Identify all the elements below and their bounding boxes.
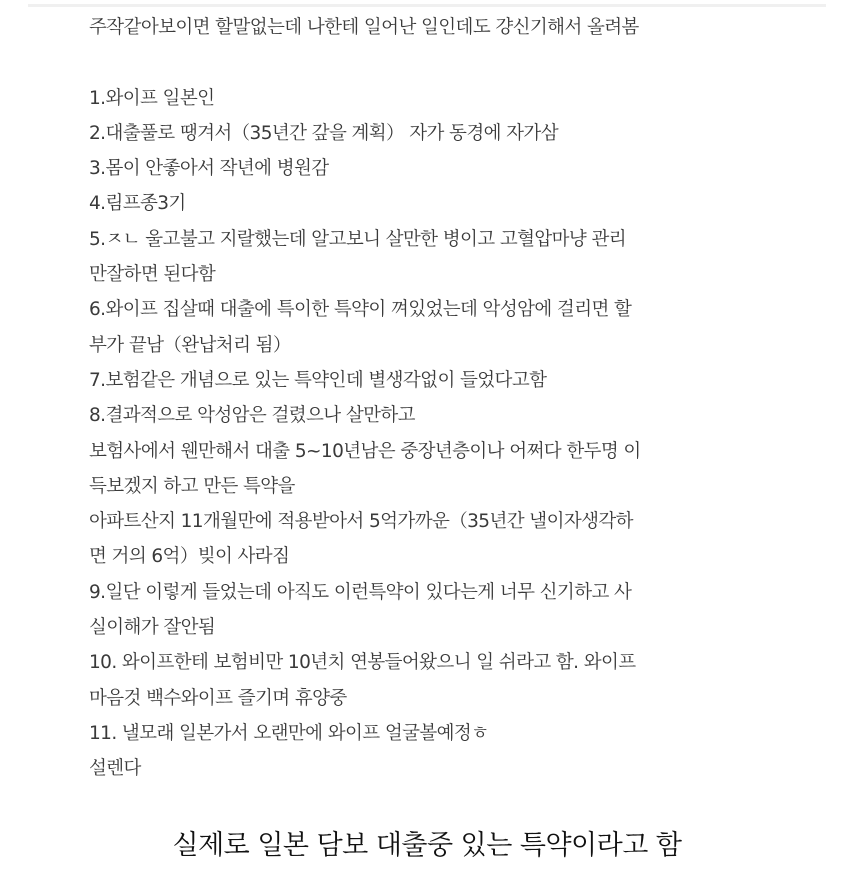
post-body bbox=[89, 10, 789, 787]
post-line: 9.일단 이렇게 들었는데 아직도 이런특약이 있다는게 너무 신기하고 사 bbox=[89, 581, 632, 603]
post-line: 4.림프종3기 bbox=[89, 193, 186, 215]
post-line: 마음것 백수와이프 즐기며 휴양중 bbox=[89, 687, 347, 709]
post-line: 7.보험같은 개념으로 있는 특약인데 별생각없이 들었다고함 bbox=[89, 369, 547, 391]
top-divider bbox=[28, 4, 826, 7]
image-caption: 실제로 일본 담보 대출중 있는 특약이라고 함 bbox=[172, 830, 682, 861]
post-line: 8.결과적으로 악성암은 걸렸으나 살만하고 bbox=[89, 405, 415, 427]
post-line: 만잘하면 된다함 bbox=[89, 264, 216, 286]
post-line: 3.몸이 안좋아서 작년에 병원감 bbox=[89, 158, 329, 180]
post-line: 부가 끝남（완납처리 됨） bbox=[89, 334, 291, 356]
post-line: 설렌다 bbox=[89, 758, 141, 780]
post-line: 실이해가 잘안됨 bbox=[89, 617, 216, 639]
post-intro: 주작같아보이면 할말없는데 나한테 일어난 일인데도 걍신기해서 올려봄 bbox=[89, 17, 639, 38]
post-line: 아파트산지 11개월만에 적용받아서 5억가까운（35년간 낼이자생각하 bbox=[89, 511, 633, 533]
post-line: 1.와이프 일본인 bbox=[89, 87, 215, 109]
post-line: 보험사에서 웬만해서 대출 5~10년남은 중장년층이나 어쩌다 한두명 이 bbox=[89, 440, 641, 462]
post-line: 11. 낼모래 일본가서 오랜만에 와이프 얼굴볼예정ㅎ bbox=[89, 722, 489, 744]
post-line: 10. 와이프한테 보험비만 10년치 연봉들어왔으니 일 쉬라고 함. 와이프 bbox=[89, 652, 636, 674]
post-line: 득보겠지 하고 만든 특약을 bbox=[89, 475, 295, 497]
post-line: 6.와이프 집살때 대출에 특이한 특약이 껴있었는데 악성암에 걸리면 할 bbox=[89, 299, 632, 321]
post-line: 2.대출풀로 땡겨서（35년간 갚을 계획） 자가 동경에 자가삼 bbox=[89, 122, 558, 144]
post-line: 면 거의 6억）빚이 사라짐 bbox=[89, 546, 290, 568]
post-line: 5.ㅈㄴ 울고불고 지랄했는데 알고보니 살만한 병이고 고혈압마냥 관리 bbox=[89, 228, 627, 250]
blank-line bbox=[89, 45, 789, 80]
